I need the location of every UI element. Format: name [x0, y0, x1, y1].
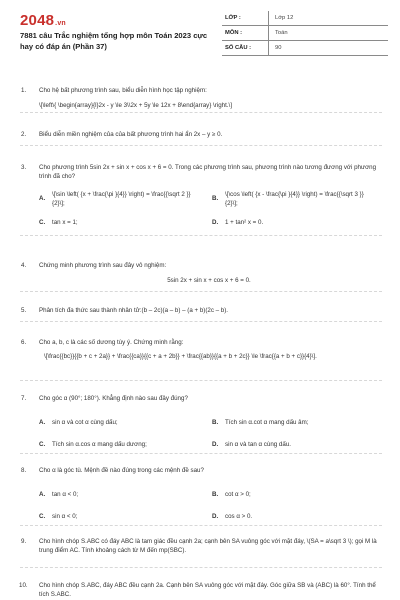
info-label: LỚP :: [222, 11, 269, 26]
option-letter: D.: [212, 441, 219, 448]
question-text: Cho phương trình 5sin 2x + sin x + cos x + 6 = 0. Trong các phương trình sau, phương trình nào tương đương với phương trình đã cho?: [39, 164, 377, 180]
question-formula: \[\left\{ \begin{array}{l}2x - y \le 3\\2x + 5y \le 12x + 8\end{array} \right.\]: [39, 102, 232, 109]
divider: [20, 525, 382, 526]
info-value: 90: [269, 41, 389, 56]
option-text: \[\sin \left( {x + \frac{\pi }{4}} \right) = \frac{{\sqrt 2 }}{2}\];: [52, 191, 191, 207]
option-letter: C.: [39, 219, 46, 226]
option-text: Tích sin α.cot α mang dấu âm;: [225, 419, 309, 426]
document-title: 7881 câu Trắc nghiệm tổng hợp môn Toán 2023 cực hay có đáp án (Phần 37): [20, 31, 208, 51]
option-letter: B.: [212, 491, 219, 498]
question-number: 9.: [21, 538, 27, 545]
question-text: Cho hệ bất phương trình sau, biểu diễn hình học tập nghiệm:: [39, 87, 207, 94]
info-value: Toán: [269, 26, 389, 41]
info-row-subject: [222, 26, 388, 41]
option-text: \[\cos \left( {x - \frac{\pi }{4}} \right) = \frac{{\sqrt 3 }}{2}\];: [225, 191, 364, 207]
option-letter: D.: [212, 513, 219, 520]
question-number: 3.: [21, 164, 27, 171]
divider: [20, 567, 382, 568]
divider: [20, 453, 382, 454]
option-text: sin α < 0;: [52, 513, 78, 520]
question-number: 8.: [21, 467, 27, 474]
question-number: 5.: [21, 307, 27, 314]
question-text: Biểu diễn miền nghiệm của của bất phương trình hai ẩn 2x – y ≥ 0.: [39, 131, 223, 138]
question-text: Cho hình chóp S.ABC có đáy ABC là tam giác đều cạnh 2a; cạnh bên SA vuông góc với mặt đáy, \(SA = a\sqrt 3 \); gọi M là trung điểm AC. Tính khoảng cách từ M đến mp(SBC).: [39, 538, 377, 554]
question-formula: \[\frac{{bc}}{{b + c + 2a}} + \frac{{ca}}{{c + a + 2b}} + \frac{{ab}}{{a + b + 2c}} \le \frac{{a + b + c}}{4}\].: [44, 353, 317, 360]
question-text: Cho hình chóp S.ABC, đáy ABC đều cạnh 2a. Cạnh bên SA vuông góc với mặt đáy. Góc giữa SB và (ABC) là 60°. Tính thể tích S.ABC.: [39, 582, 376, 598]
divider: [20, 321, 382, 322]
option-letter: A.: [39, 195, 46, 202]
divider: [20, 145, 382, 146]
document-header: [0, 0, 400, 76]
question-text: Phân tích đa thức sau thành nhân tử:(b – 2c)(a – b) – (a + b)(2c – b).: [39, 307, 229, 314]
question-number: 4.: [21, 262, 27, 269]
info-label: SỐ CÂU :: [222, 41, 269, 56]
question-number: 10.: [19, 582, 28, 589]
divider: [20, 112, 382, 113]
option-text: cot α > 0;: [225, 491, 251, 498]
option-letter: D.: [212, 219, 219, 226]
question-formula: 5sin 2x + sin x + cos x + 6 = 0.: [167, 277, 251, 284]
divider: [20, 380, 382, 381]
question-number: 7.: [21, 395, 27, 402]
option-letter: C.: [39, 513, 46, 520]
logo-main: 2048: [20, 12, 55, 29]
question-text: Cho góc α (90°; 180°). Khẳng định nào sau đây đúng?: [39, 395, 188, 402]
question-number: 1.: [21, 87, 27, 94]
logo-suffix: .vn: [55, 20, 66, 27]
option-text: tan x = 1;: [52, 219, 78, 226]
option-letter: B.: [212, 419, 219, 426]
info-row-class: [222, 11, 388, 26]
option-letter: C.: [39, 441, 46, 448]
question-text: Cho α là góc tù. Mệnh đề nào đúng trong các mệnh đề sau?: [39, 467, 204, 474]
option-letter: B.: [212, 195, 219, 202]
question-number: 6.: [21, 339, 27, 346]
question-number: 2.: [21, 131, 27, 138]
option-text: cos α > 0.: [225, 513, 253, 520]
option-letter: A.: [39, 491, 46, 498]
option-letter: A.: [39, 419, 46, 426]
info-value: Lớp 12: [269, 11, 389, 26]
option-text: 1 + tan² x = 0.: [225, 219, 264, 226]
info-table: [222, 11, 388, 56]
site-logo[interactable]: [20, 12, 66, 29]
divider: [20, 235, 382, 236]
divider: [20, 291, 382, 292]
info-row-count: [222, 41, 388, 56]
question-text: Cho a, b, c là các số dương tùy ý. Chứng minh rằng:: [39, 339, 184, 346]
option-text: sin α và cot α cùng dấu;: [52, 419, 118, 426]
info-label: MÔN :: [222, 26, 269, 41]
option-text: tan α < 0;: [52, 491, 79, 498]
option-text: Tích sin α.cos α mang dấu dương;: [52, 441, 147, 448]
option-text: sin α và tan α cùng dấu.: [225, 441, 291, 448]
question-text: Chứng minh phương trình sau đây vô nghiệm:: [39, 262, 167, 269]
